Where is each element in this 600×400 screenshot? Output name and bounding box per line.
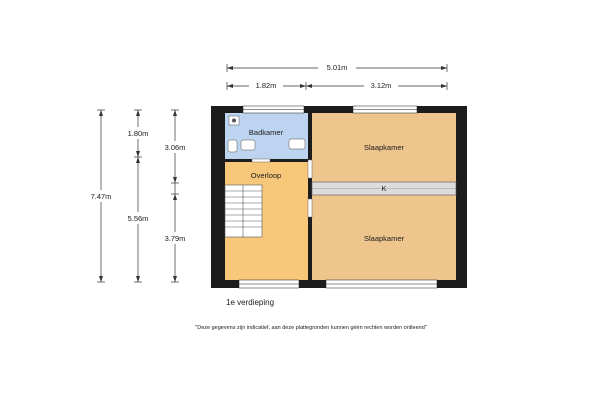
room-label-landing: Overloop	[250, 171, 282, 180]
left-width-label: 1.82m	[255, 81, 277, 90]
bedroom-depth-label: 3.79m	[164, 234, 186, 243]
right-width-label: 3.12m	[370, 81, 392, 90]
overall-depth-label: 7.47m	[90, 192, 112, 201]
front-part-label: 1.80m	[127, 129, 149, 138]
bath-depth-label: 3.06m	[164, 143, 186, 152]
room-label-bathroom: Badkamer	[248, 128, 284, 137]
disclaimer: "Deze gegevens zijn indicatief, aan deze plattegronden kunnen géén rechten worden ontleend"	[195, 325, 427, 331]
washbasin-right	[289, 139, 305, 149]
closet-mark: K	[381, 184, 387, 193]
rear-part-label: 5.56m	[127, 214, 149, 223]
windows-bottom	[239, 280, 437, 288]
floor-caption: 1e verdieping	[226, 298, 275, 307]
room-label-bedroom-rear: Slaapkamer	[363, 234, 405, 243]
staircase	[225, 185, 262, 237]
shower-drain	[232, 119, 236, 123]
washbasin-left	[241, 140, 255, 150]
room-label-bedroom-front: Slaapkamer	[363, 143, 405, 152]
toilet	[228, 140, 237, 152]
overall-width-label: 5.01m	[326, 63, 348, 72]
